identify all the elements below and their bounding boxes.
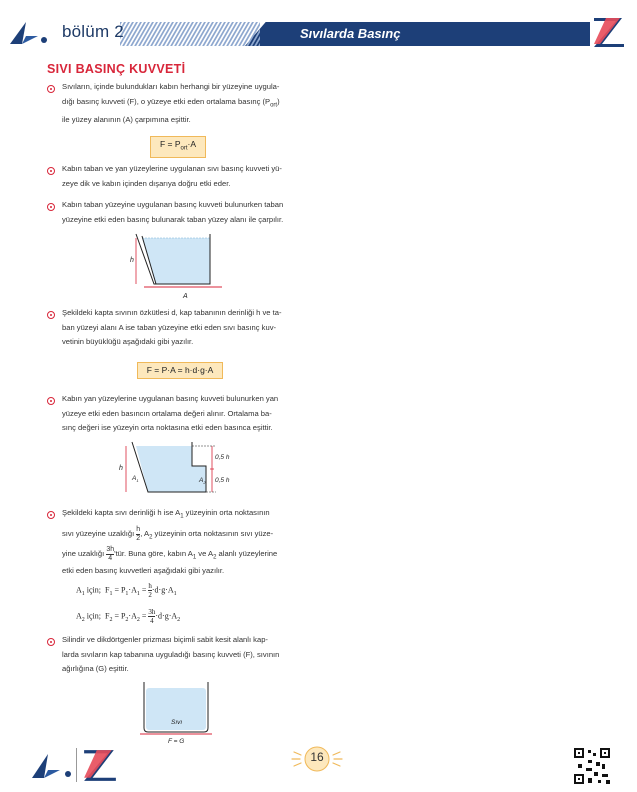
bullet-icon bbox=[47, 203, 55, 211]
fig1-h-label: h bbox=[130, 257, 134, 264]
bullet-icon bbox=[47, 397, 55, 405]
figure-1-container bbox=[120, 232, 230, 302]
z-logo-icon bbox=[82, 748, 118, 782]
paragraph-1: Sıvıların, içinde bulundukları kabın herhangi bir yüzeyine uygula- dığı basınç kuvveti (F), o yüzeye etki eden ortalama basınç $(P_{ort})$ ile yüzey alanının (A) çarpımına eşittir. bbox=[62, 82, 280, 124]
fig2-A2-label: $A_2$ bbox=[199, 477, 206, 485]
footer-logo bbox=[30, 748, 74, 782]
fig2-half1-label: 0,5 h bbox=[215, 454, 230, 461]
fig3-caption: F = G bbox=[168, 738, 185, 745]
bullet-icon bbox=[47, 85, 55, 93]
formula-box-2: F = P·A = h·d·g·A bbox=[137, 362, 223, 379]
bullet-icon bbox=[47, 638, 55, 646]
figure-3-container bbox=[138, 680, 218, 746]
figure-2-container bbox=[112, 440, 252, 500]
z-logo-icon bbox=[592, 16, 626, 48]
fig2-h-label: h bbox=[119, 465, 123, 472]
fig2-A1-label: $A_1$ bbox=[132, 475, 139, 483]
fig3-liquid-label: Sıvı bbox=[171, 719, 183, 726]
header-logo bbox=[8, 18, 48, 48]
header-stripes bbox=[120, 22, 260, 46]
paragraph-6: Şekildeki kapta sıvı derinliği h ise $A_1$ yüzeyinin orta noktasının sıvı yüzeyine uzaklığı $\frac{h}{2}$ , $A_2$ yüzeyinin orta noktasının sıvı yüze- yine uzaklığı $\frac{3h}{4}$ 'tür. Buna göre, kabın $A_1$ ve $A_2$ alanlı yüzeylerine etki eden basınç kuvvetleri aşağıdaki gibi yazılır. bbox=[62, 508, 278, 576]
fig1-A-label: A bbox=[183, 293, 188, 300]
paragraph-3: Kabın taban yüzeyine uygulanan basınç kuvveti bulunurken taban yüzeyine etki eden basınç bulunarak taban yüzey alanı ile çarpılır. bbox=[62, 200, 284, 224]
fig2-half2-label: 0,5 h bbox=[215, 477, 230, 484]
paragraph-7: Silindir ve dikdörtgenler prizması biçimli sabit kesit alanlı kap- larda sıvıların kap tabanına uyguladığı basınç kuvveti (F), sıvının ağırlığına (G) eşittir. bbox=[62, 635, 280, 673]
bullet-icon bbox=[47, 511, 55, 519]
paragraph-5: Kabın yan yüzeylerine uygulanan basınç kuvveti bulunurken yan yüzeye etki eden basıncın ortalama değeri alınır. Ortalama ba- sınç değeri ise yüzeyin orta noktasına etki eden basınca eşittir. bbox=[62, 394, 279, 432]
footer-divider bbox=[76, 748, 77, 782]
page-header-title: Sıvılarda Basınç bbox=[300, 26, 401, 41]
paragraph-2: Kabın taban ve yan yüzeylerine uygulanan sıvı basınç kuvveti yü- zeye dik ve kabın içinden dışarıya doğru etki eder. bbox=[62, 164, 282, 188]
formula-box-1: $F = P_{ort}\cdot A$ bbox=[150, 136, 206, 158]
equation-2: $A_2$ için; $F_2 = P_2\cdot A_2$ = $\frac{3h}{4}$ $\cdot d\cdot g\cdot A_2$ bbox=[76, 608, 181, 625]
bullet-icon bbox=[47, 167, 55, 175]
section-title: SIVI BASINÇ KUVVETİ bbox=[47, 62, 186, 76]
equation-1: $A_1$ için; $F_1 = P_1\cdot A_1$ = $\frac{h}{2}$ $\cdot d\cdot g\cdot A_1$ bbox=[76, 582, 177, 599]
page-number: 16 bbox=[310, 750, 324, 764]
qr-code-icon bbox=[572, 746, 612, 786]
bullet-icon bbox=[47, 311, 55, 319]
paragraph-4: Şekildeki kapta sıvının özkütlesi d, kap tabanının derinliği h ve ta- ban yüzeyi alanı A ise taban yüzeyine etki eden sıvı basınç kuv- vetinin büyüklüğü aşağıdaki gibi yazılır. bbox=[62, 308, 282, 346]
chapter-label: bölüm 2 bbox=[62, 22, 124, 41]
